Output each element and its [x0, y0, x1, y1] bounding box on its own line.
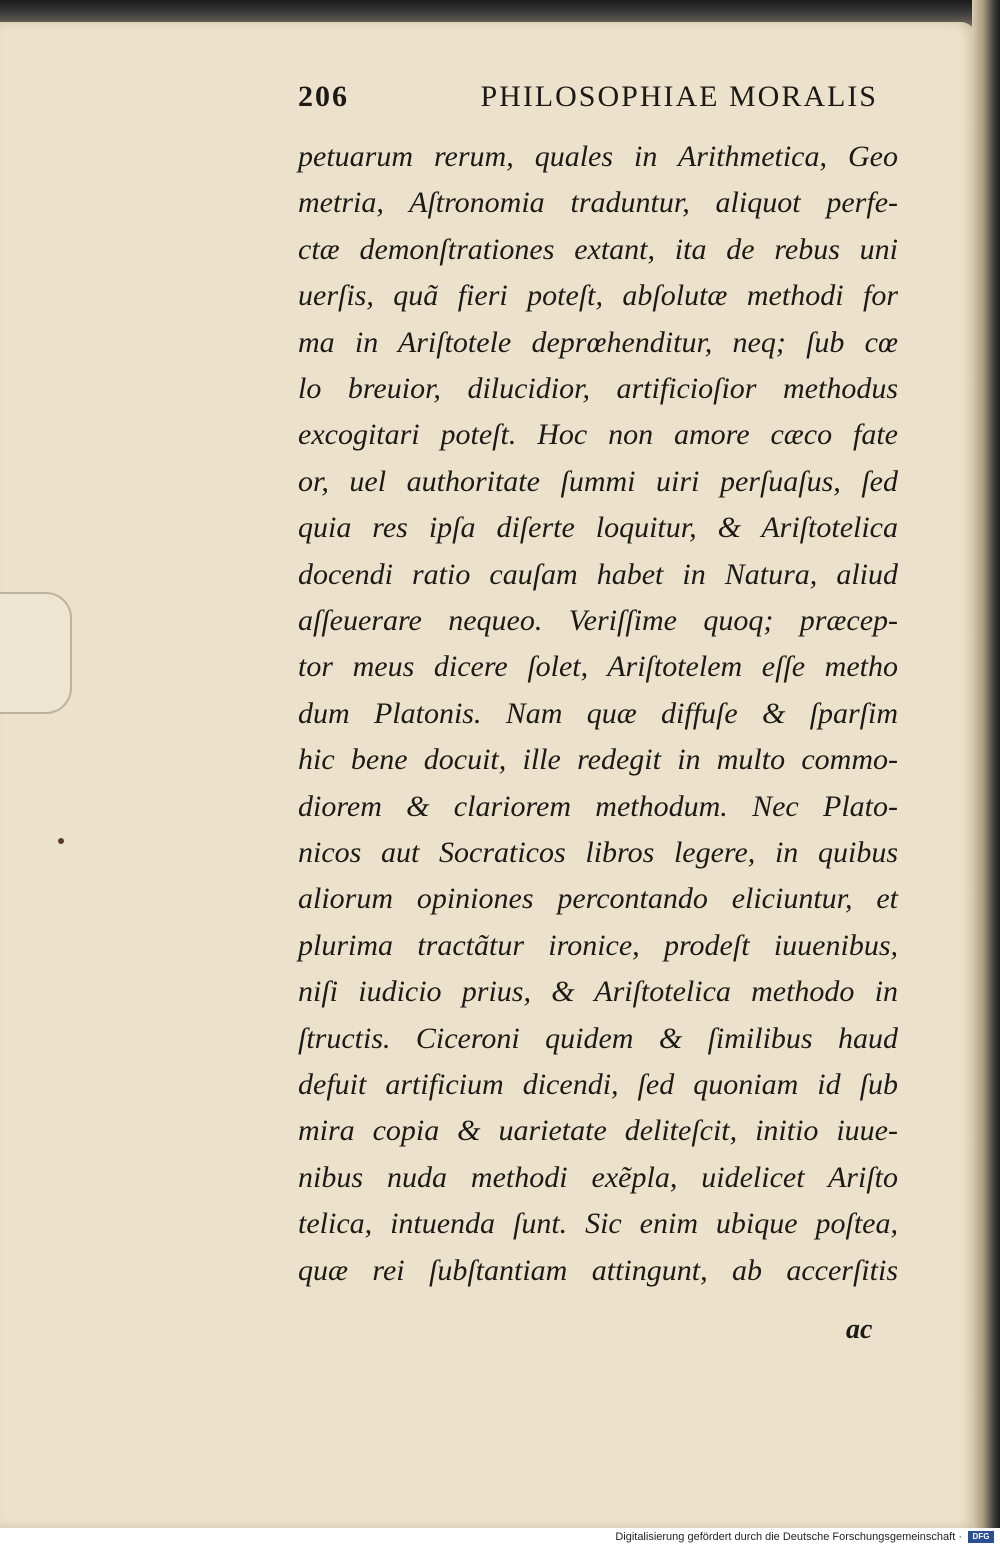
page-header [298, 80, 878, 126]
text-line: metria, Aſtronomia traduntur, aliquot perfe- [298, 186, 898, 220]
text-line: plurima tractãtur ironice, prodeſt iuuenibus, [298, 928, 898, 962]
text-line: or, uel authoritate ſummi uiri perſuaſus, ſed [298, 464, 898, 498]
catchword: ac [846, 1314, 873, 1345]
text-line: docendi ratio cauſam habet in Natura, aliud [298, 557, 898, 591]
text-line: petuarum rerum, quales in Arithmetica, Geo [298, 140, 898, 173]
text-line: nibus nuda methodi exẽpla, uidelicet Ariſto [298, 1160, 898, 1194]
text-line: ſtructis. Ciceroni quidem & ſimilibus haud [298, 1021, 898, 1055]
text-line: quæ rei ſubſtantiam attingunt, ab accerſitis [298, 1253, 898, 1287]
text-line: hic bene docuit, ille redegit in multo commo- [298, 743, 898, 777]
text-line: telica, intuenda ſunt. Sic enim ubique poſtea, [298, 1207, 898, 1241]
text-line: tor meus dicere ſolet, Ariſtotelem eſſe metho [298, 650, 898, 684]
text-line: mira copia & uarietate deliteſcit, initio iuue- [298, 1114, 898, 1148]
text-line: aſſeuerare nequeo. Veriſſime quoq; præcep- [298, 604, 898, 637]
text-line: defuit artificium dicendi, ſed quoniam id ſub [298, 1068, 898, 1101]
footer-credit: Digitalisierung gefördert durch die Deutsche Forschungsgemeinschaft · [615, 1531, 962, 1543]
text-line: ctæ demonſtrationes extant, ita de rebus uni [298, 232, 898, 266]
text-line: lo breuior, dilucidior, artificioſior methodus [298, 372, 898, 405]
text-line: nicos aut Socraticos libros legere, in quibus [298, 836, 898, 869]
page-clip-tab [0, 592, 72, 714]
text-line: ma in Ariſtotele deprœhenditur, neq; ſub cœ [298, 325, 898, 359]
book-spine-edge [972, 0, 1000, 1528]
text-line: dum Platonis. Nam quæ diffuſe & ſparſim [298, 696, 898, 730]
ink-spot [58, 838, 64, 844]
text-line: niſi iudicio prius, & Ariſtotelica methodo in [298, 975, 898, 1009]
digitization-footer [0, 1528, 1000, 1546]
dfg-logo-icon: DFG [968, 1531, 994, 1543]
running-title: PHILOSOPHIAE MORALIS [480, 80, 878, 113]
page-number: 206 [298, 80, 349, 113]
text-line: excogitari poteſt. Hoc non amore cæco fate [298, 418, 898, 452]
text-line: quia res ipſa diſerte loquitur, & Ariſtotelica [298, 511, 898, 545]
text-line: aliorum opiniones percontando eliciuntur, et [298, 882, 898, 916]
text-line: diorem & clariorem methodum. Nec Plato- [298, 789, 898, 823]
text-line: uerſis, quã fieri poteſt, abſolutæ methodi for [298, 279, 898, 313]
